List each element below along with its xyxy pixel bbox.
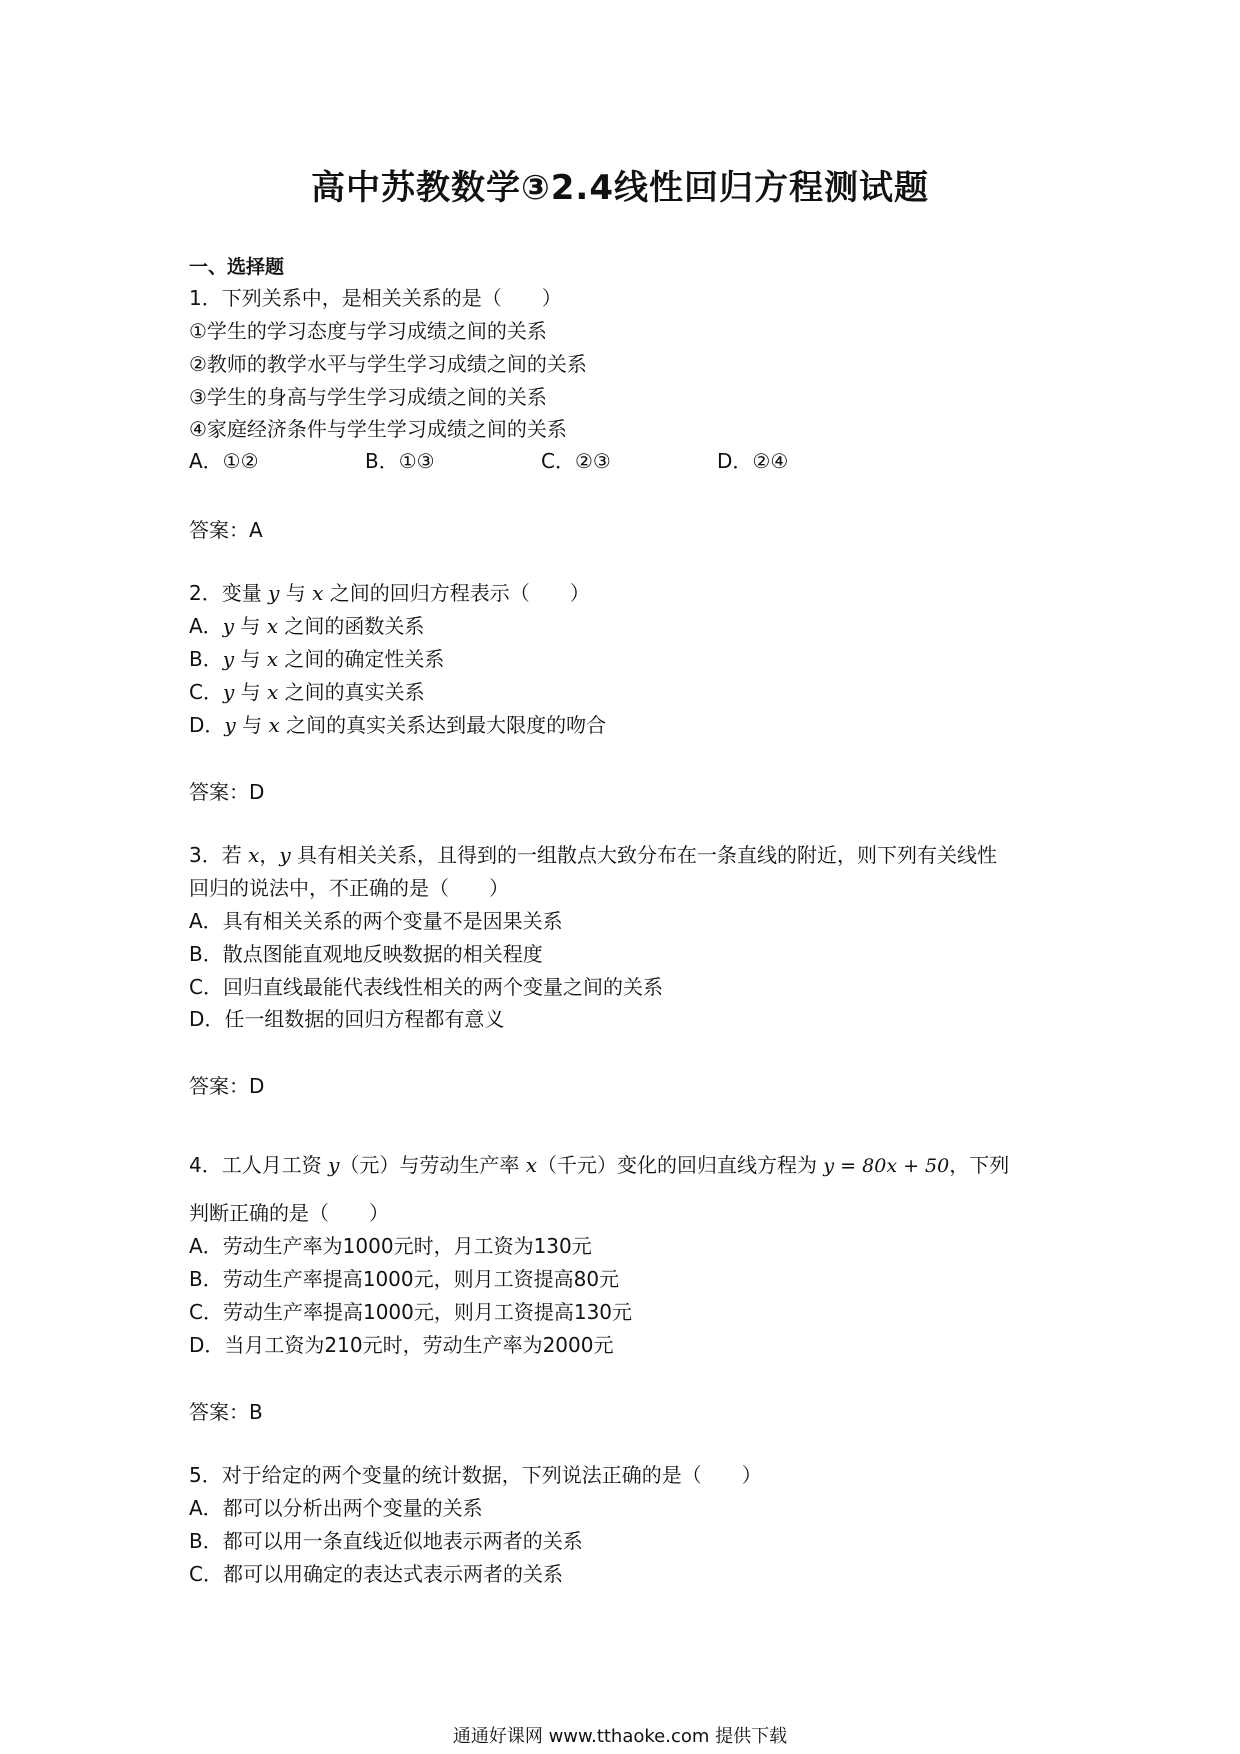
q2-stem-a: 2．变量: [189, 581, 269, 605]
q3-option-b: B．散点图能直观地反映数据的相关程度: [189, 942, 543, 966]
q2-option-b-y: y: [222, 647, 235, 671]
q1-option-b: B．①③: [365, 449, 435, 473]
q1-option-d: D．②④: [717, 449, 789, 473]
q1-item-2: ②教师的教学水平与学生学习成绩之间的关系: [189, 352, 587, 376]
q2-option-a-y: y: [222, 614, 234, 638]
page-footer: 通通好课网 www.tthaoke.com 提供下载: [452, 1726, 788, 1747]
q4-option-c: C．劳动生产率提高1000元，则月工资提高130元: [189, 1300, 633, 1324]
q3-option-d: D．任一组数据的回归方程都有意义: [189, 1007, 505, 1031]
q1-item-3: ③学生的身高与学生学习成绩之间的关系: [189, 385, 547, 409]
q2-option-b-label: B．: [189, 647, 223, 671]
q3-var-y: y: [279, 843, 291, 867]
q2-option-c-label: C．: [189, 680, 223, 704]
q2-option-a-label: A．: [189, 614, 223, 638]
q3-option-a: A．具有相关关系的两个变量不是因果关系: [189, 909, 563, 933]
q1-option-c: C．②③: [541, 449, 611, 473]
section-heading: 一、选择题: [189, 256, 285, 278]
q3-var-x: x: [248, 843, 260, 867]
q2-option-d-text: 之间的真实关系达到最大限度的吻合: [279, 713, 607, 737]
q2-option-a: [189, 612, 424, 640]
q3-stem-a: 3．若: [189, 843, 249, 867]
q3-stem-line1: [189, 841, 997, 869]
q4-option-a: A．劳动生产率为1000元时，月工资为130元: [189, 1234, 592, 1258]
q2-option-b-text: 之间的确定性关系: [278, 647, 445, 671]
q2-option-a-and: 与: [234, 614, 267, 638]
q3-stem-b: ，: [259, 843, 280, 867]
q1-answer: 答案：A: [189, 518, 263, 542]
q4-option-b: B．劳动生产率提高1000元，则月工资提高80元: [189, 1267, 620, 1291]
q1-item-4: ④家庭经济条件与学生学习成绩之间的关系: [189, 417, 567, 441]
q2-var-x: x: [312, 581, 324, 605]
q5-option-a: A．都可以分析出两个变量的关系: [189, 1496, 483, 1520]
q2-option-a-x: x: [266, 614, 278, 638]
q5-stem: 5．对于给定的两个变量的统计数据，下列说法正确的是（ ）: [189, 1463, 762, 1487]
q4-var-x: x: [525, 1153, 538, 1177]
q2-option-d-x: x: [268, 713, 280, 737]
q2-option-d-and: 与: [235, 713, 269, 737]
q2-stem-c: 之间的回归方程表示（ ）: [323, 581, 590, 605]
q1-options: [189, 447, 893, 475]
q2-option-b-and: 与: [234, 647, 267, 671]
q4-stem-b: （元）与劳动生产率: [339, 1153, 526, 1177]
q2-option-c-text: 之间的真实关系: [278, 680, 425, 704]
q2-stem: [189, 579, 590, 607]
q2-option-c: [189, 678, 425, 706]
q2-option-b-x: x: [266, 647, 279, 671]
q2-stem-b: 与: [279, 581, 313, 605]
q1-option-a: A．①②: [189, 449, 259, 473]
q2-option-c-and: 与: [234, 680, 267, 704]
q5-option-b: B．都可以用一条直线近似地表示两者的关系: [189, 1529, 583, 1553]
q2-option-b: [189, 645, 444, 673]
q1-item-1: ①学生的学习态度与学习成绩之间的关系: [189, 319, 547, 343]
q4-stem-a: 4．工人月工资: [189, 1153, 329, 1177]
q2-answer: 答案：D: [189, 780, 265, 804]
q3-answer: 答案：D: [189, 1074, 265, 1098]
q4-option-d: D．当月工资为210元时，劳动生产率为2000元: [189, 1333, 614, 1357]
q4-regression-formula: y = 80x + 50: [823, 1155, 950, 1177]
q2-var-y: y: [268, 581, 280, 605]
q2-option-c-y: y: [222, 680, 235, 704]
q4-stem-line2: 判断正确的是（ ）: [189, 1201, 389, 1225]
q3-stem-c: 具有相关关系，且得到的一组散点大致分布在一条直线的附近，则下列有关线性: [290, 843, 998, 867]
q5-option-c: C．都可以用确定的表达式表示两者的关系: [189, 1562, 563, 1586]
q4-stem-c: （千元）变化的回归直线方程为: [537, 1153, 824, 1177]
q4-answer: 答案：B: [189, 1400, 263, 1424]
q2-option-d-y: y: [224, 713, 236, 737]
q3-option-c: C．回归直线最能代表线性相关的两个变量之间的关系: [189, 975, 663, 999]
q2-option-d-label: D．: [189, 713, 225, 737]
q3-stem-line2: 回归的说法中，不正确的是（ ）: [189, 876, 509, 900]
q2-option-c-x: x: [267, 680, 279, 704]
page-title: 高中苏教数学③2.4线性回归方程测试题: [310, 168, 930, 208]
q4-stem-d: ，下列: [949, 1153, 1010, 1177]
q4-var-y: y: [328, 1153, 340, 1177]
q2-option-a-text: 之间的函数关系: [278, 614, 425, 638]
q4-stem-line1: [189, 1151, 1009, 1180]
q1-stem: 1．下列关系中，是相关关系的是（ ）: [189, 286, 562, 310]
q2-option-d: [189, 711, 606, 739]
